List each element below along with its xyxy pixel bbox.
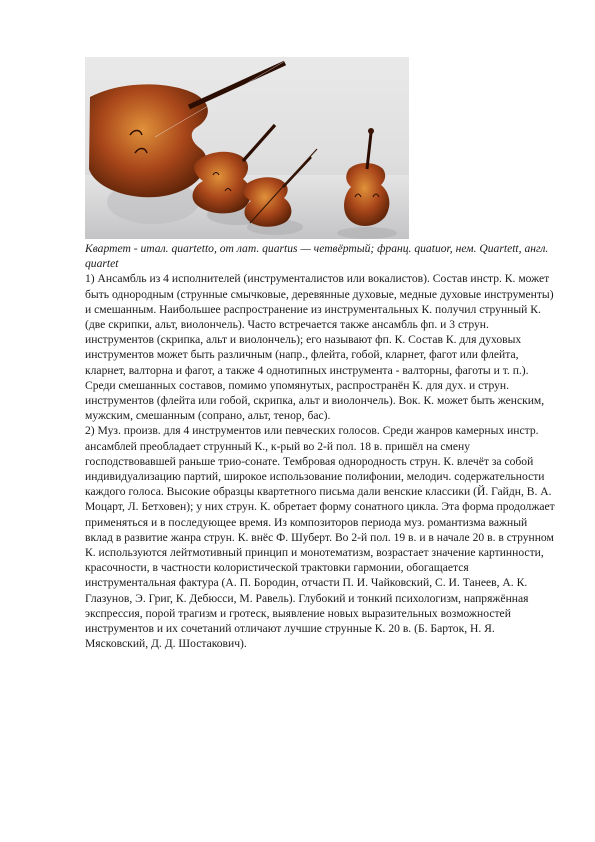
article-body xyxy=(85,241,557,651)
paragraph-composition: 2) Муз. произв. для 4 инструментов или певческих голосов. Среди жанров камерных инстр. ансамблей преобладает струнный К., к-рый во 2-й пол. 18 в. пришёл на смену господствовавшей раньше трио-сонате. Тембровая однородность струн. К. влечёт за собой индивидуализацию партий, широкое использование полифонии, мелодич. содержательности каждого голоса. Высокие образцы квартетного письма дали венские классики (Й. Гайдн, В. А. Моцарт, Л. Бетховен); у них струн. К. обретает форму сонатного цикла. Эта форма продолжает применяться и в последующее время. Из композиторов периода муз. романтизма важный вклад в развитие жанра струн. К. внёс Ф. Шуберт. Во 2-й пол. 19 в. и в начале 20 в. в струнном К. используются лейтмотивный принцип и монотематизм, возрастает значение картинности, красочности, в частности колористической трактовки гармонии, обогащается инструментальная фактура (А. П. Бородин, отчасти П. И. Чайковский, С. И. Танеев, А. К. Глазунов, Э. Григ, К. Дебюсси, М. Равель). Глубокий и тонкий психологизм, напряжённая экспрессия, порой трагизм и гротеск, выявление новых выразительных возможностей инструментов и их сочетаний отличают лучшие струнные К. 20 в. (Б. Барток, Н. Я. Мясковский, Д. Д. Шостакович). xyxy=(85,424,555,651)
article-caption: Квартет - итал. quartetto, от лат. quartus — четвёртый; франц. quatuor, нем. Quartett, англ. quartet xyxy=(85,242,549,271)
paragraph-ensemble: 1) Ансамбль из 4 исполнителей (инструменталистов или вокалистов). Состав инстр. К. может быть однородным (струнные смычковые, деревянные духовые, медные духовые инструменты) и смешанным. Наибольшее распространение из инструментальных К. получил струнный К. (две скрипки, альт, виолончель). Часто встречается также ансамбль фп. и 3 струн. инструментов (скрипка, альт и виолончель); его называют фп. К. Состав К. для духовых инструментов может быть различным (напр., флейта, гобой, кларнет, фагот или флейта, кларнет, валторна и фагот, а также 4 однотипных инструмента - валторны, фаготы и т. п.). Среди смешанных составов, помимо упомянутых, распространён К. для дух. и струн. инструментов (флейта или гобой, скрипка, альт и виолончель). Вок. К. может быть женским, мужским, смешанным (сопрано, альт, тенор, бас). xyxy=(85,272,554,423)
instruments-illustration xyxy=(85,57,409,239)
string-quartet-photo xyxy=(85,57,409,239)
